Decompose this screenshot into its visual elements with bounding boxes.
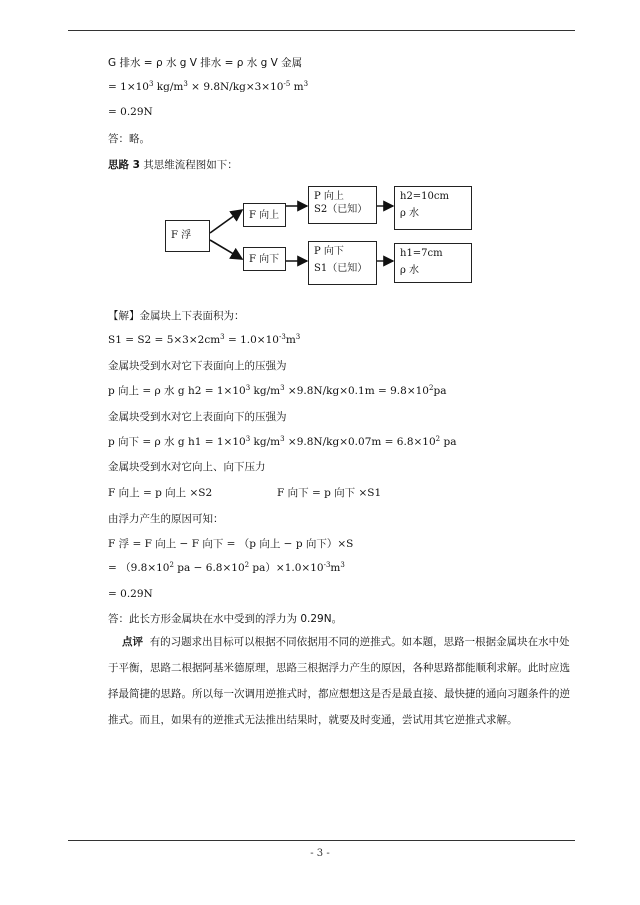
h2-line-2: ρ 水 (400, 208, 420, 219)
equation-buoyancy: F 浮 = F 向上 − F 向下 = （p 向上 − p 向下）×S (108, 538, 354, 550)
equation-buoyancy-substitution: = （$9.8\times 10^2$ pa − $6.8\times 10^2$ $pa)\times 1.0\times 10^{-3}m^3$ (108, 561, 345, 574)
force-caption: 金属块受到水对它向上、向下压力 (108, 461, 266, 473)
equation-area: $S1 = S2 = 5\times 3\times 2cm^3 = 1.0\times 10^{-3}m^3$ (108, 333, 301, 346)
box-p-up (308, 186, 377, 224)
commentary-text: 有的习题求出目标可以根据不同依据用不同的逆推式。如本题，思路一根据金属块在水中处于平衡，思路二根据阿基米德原理，思路三根据浮力产生的原因，各种思路都能顺利求解。此时应选择最简捷的思路。所以每一次调用逆推式时，都应想想这是否是最直接、最快捷的通向习题条件的逆推式。而且，如果有的逆推式无法推出结果时，就要及时变通，尝试用其它逆推式求解。 (108, 636, 570, 726)
equation-g-displaced: G 排水 = ρ 水 g V 排水 = ρ 水 g V 金属 (108, 57, 303, 69)
page-number: - 3 - (310, 848, 330, 859)
box-h2 (394, 186, 472, 230)
arrow-buoy-to-up (210, 210, 242, 233)
p-down-line-1: P 向下 (314, 246, 344, 257)
approach-3-label: 思路 3 (108, 159, 140, 171)
answer-brief: 答：略。 (108, 133, 150, 145)
box-f-down: F 向下 (243, 247, 286, 271)
box-p-down (308, 241, 377, 285)
h1-line-1: h1=7cm (400, 248, 443, 259)
equation-force-down: F 向下 = p 向下 ×S1 (277, 487, 382, 499)
pressure-up-caption: 金属块受到水对它下表面向上的压强为 (108, 360, 287, 372)
equation-result: = 0.29N (108, 106, 153, 118)
arrow-buoy-to-down (210, 240, 242, 259)
box-f-buoyancy: F 浮 (165, 220, 210, 252)
solution-intro: 【解】金属块上下表面积为： (108, 310, 245, 322)
box-h1 (394, 243, 472, 283)
final-answer: 答：此长方形金属块在水中受到的浮力为 0.29N。 (108, 613, 343, 625)
p-up-line-2: S2（已知） (314, 204, 368, 215)
footer-rule (68, 840, 575, 841)
commentary-paragraph (108, 629, 578, 733)
buoyancy-cause-caption: 由浮力产生的原因可知： (108, 513, 224, 525)
commentary-label: 点评 (122, 636, 143, 648)
h2-line-1: h2=10cm (400, 191, 449, 202)
h1-line-2: ρ 水 (400, 265, 420, 276)
equation-pressure-down: p 向下 = ρ 水 g $h1 = 1\times 10^3$ $kg/m^3 \times 9.8N/kg\times 0.07m = 6.8\times 10^2$ pa (108, 435, 457, 448)
approach-3-heading: 思路 3 其思维流程图如下： (108, 159, 238, 171)
box-f-up: F 向上 (243, 203, 286, 227)
equation-pressure-up: p 向上 = ρ 水 g $h2 = 1\times 10^3$ $kg/m^3 \times 9.8N/kg\times 0.1m = 9.8\times 10^2pa$ (108, 384, 447, 397)
equation-force-up: F 向上 = p 向上 ×S2 (108, 487, 213, 499)
pressure-down-caption: 金属块受到水对它上表面向下的压强为 (108, 411, 287, 423)
equation-substitution: = $1\times 10^3$ $kg/m^3 \times 9.8N/kg\times 3\times 10^{-5}$ $m^3$ (108, 80, 309, 93)
p-up-line-1: P 向上 (314, 191, 344, 202)
p-down-line-2: S1（已知） (314, 263, 368, 274)
equation-buoyancy-result: = 0.29N (108, 588, 153, 600)
